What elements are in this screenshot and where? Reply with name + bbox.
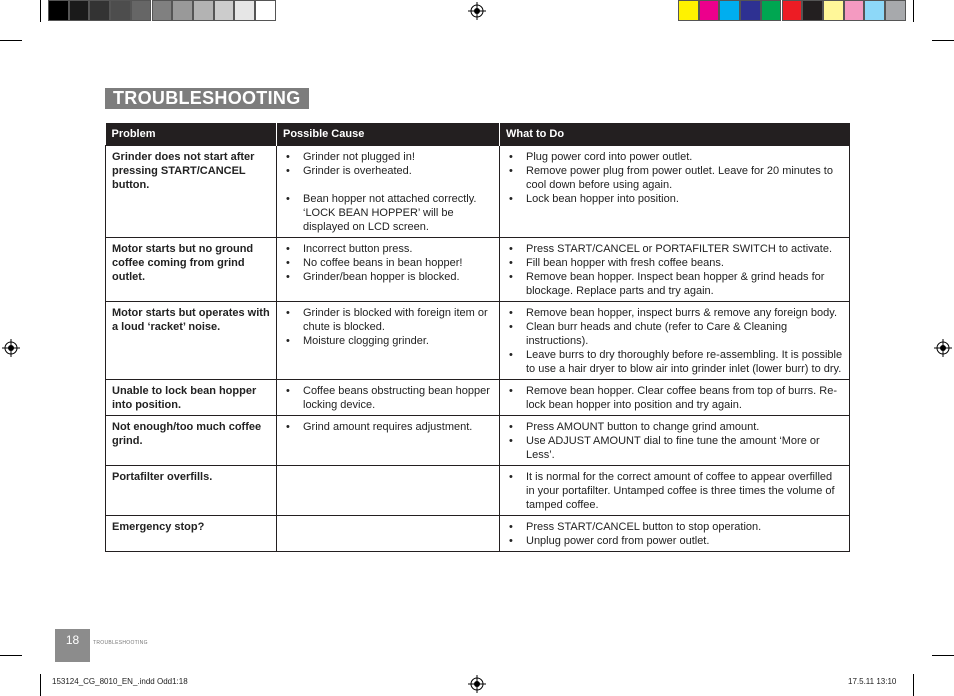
color-swatch [214, 0, 235, 21]
bullet-item: • Press START/CANCEL or PORTAFILTER SWITCH to activate. [506, 242, 843, 256]
bullet-item: • Remove bean hopper. Inspect bean hopper & grind heads for blockage. Replace parts and try again. [506, 270, 843, 298]
bullet-list [283, 242, 493, 284]
bullet-item: • Grinder is blocked with foreign item or chute is blocked. [283, 306, 493, 334]
color-swatch [193, 0, 214, 21]
problem-cell: Unable to lock bean hopper into position. [106, 380, 277, 416]
color-swatch [89, 0, 110, 21]
registration-mark-icon [468, 675, 486, 693]
bullet-item: • Coffee beans obstructing bean hopper locking device. [283, 384, 493, 412]
bullet-list [506, 520, 843, 548]
color-swatch [844, 0, 865, 21]
bullet-list [283, 384, 493, 412]
date-slug: 17.5.11 13:10 [848, 677, 897, 686]
color-swatch [234, 0, 255, 21]
problem-cell: Not enough/too much coffee grind. [106, 416, 277, 466]
table-row [106, 238, 850, 302]
bullet-item: • Remove power plug from power outlet. Leave for 20 minutes to cool down before using again. [506, 164, 843, 192]
bullet-list [506, 420, 843, 462]
table-row [106, 146, 850, 238]
bullet-item: • It is normal for the correct amount of coffee to appear overfilled in your portafilter. Untamped coffee is three times the volume of tamped coffee. [506, 470, 843, 512]
cause-cell [277, 416, 500, 466]
table-row [106, 416, 850, 466]
crop-mark [913, 674, 914, 696]
bullet-item: • No coffee beans in bean hopper! [283, 256, 493, 270]
color-swatch [48, 0, 69, 21]
crop-mark [932, 655, 954, 656]
color-swatch [761, 0, 782, 21]
color-swatch [172, 0, 193, 21]
column-header-possible-cause: Possible Cause [277, 123, 500, 146]
registration-mark-icon [468, 2, 486, 20]
registration-mark-icon [934, 339, 952, 357]
bullet-item: • Plug power cord into power outlet. [506, 150, 843, 164]
bullet-item: • Grind amount requires adjustment. [283, 420, 493, 434]
color-swatch [255, 0, 276, 21]
bullet-list [506, 384, 843, 412]
bullet-list [283, 150, 493, 234]
bullet-item: • Grinder not plugged in! [283, 150, 493, 164]
bullet-item: • Press START/CANCEL button to stop operation. [506, 520, 843, 534]
problem-cell: Motor starts but no ground coffee coming from grind outlet. [106, 238, 277, 302]
color-swatch [152, 0, 173, 21]
problem-cell: Grinder does not start after pressing START/CANCEL button. [106, 146, 277, 238]
running-title: TROUBLESHOOTING [93, 640, 148, 646]
problem-cell: Portafilter overfills. [106, 466, 277, 516]
file-slug: 153124_CG_8010_EN_.indd Odd1:18 [52, 677, 188, 686]
bullet-item: • Clean burr heads and chute (refer to Care & Cleaning instructions). [506, 320, 843, 348]
color-swatch [69, 0, 90, 21]
color-swatch [699, 0, 720, 21]
crop-mark [913, 0, 914, 22]
color-swatch [782, 0, 803, 21]
bullet-item: • Bean hopper not attached correctly. ‘LOCK BEAN HOPPER’ will be displayed on LCD screen. [283, 192, 493, 234]
bullet-item: • Incorrect button press. [283, 242, 493, 256]
column-header-problem: Problem [106, 123, 277, 146]
cause-cell [277, 146, 500, 238]
bullet-item: • Remove bean hopper, inspect burrs & remove any foreign body. [506, 306, 843, 320]
crop-mark [932, 40, 954, 41]
bullet-list [283, 420, 493, 434]
color-swatch [110, 0, 131, 21]
color-swatch [823, 0, 844, 21]
cause-cell [277, 302, 500, 380]
color-swatch [719, 0, 740, 21]
crop-mark [0, 655, 22, 656]
bullet-item: • Grinder is overheated. [283, 164, 493, 178]
table-row [106, 466, 850, 516]
bullet-item: • Remove bean hopper. Clear coffee beans from top of burrs. Re-lock bean hopper into position and try again. [506, 384, 843, 412]
color-swatch [885, 0, 906, 21]
problem-cell: Emergency stop? [106, 516, 277, 552]
bullet-item: • Press AMOUNT button to change grind amount. [506, 420, 843, 434]
action-cell [500, 146, 850, 238]
bullet-item: • Fill bean hopper with fresh coffee beans. [506, 256, 843, 270]
troubleshooting-table [105, 123, 850, 552]
column-header-what-to-do: What to Do [500, 123, 850, 146]
action-cell [500, 466, 850, 516]
registration-mark-icon [2, 339, 20, 357]
action-cell [500, 238, 850, 302]
cause-cell [277, 380, 500, 416]
bullet-item: • Use ADJUST AMOUNT dial to fine tune the amount ‘More or Less’. [506, 434, 843, 462]
bullet-item: • Moisture clogging grinder. [283, 334, 493, 348]
page-number: 18 [55, 629, 90, 662]
table-row [106, 380, 850, 416]
cause-cell [277, 516, 500, 552]
section-heading: TROUBLESHOOTING [105, 88, 309, 109]
color-swatch [131, 0, 152, 21]
bullet-list [506, 306, 843, 376]
bullet-list [506, 150, 843, 206]
bullet-item: • Leave burrs to dry thoroughly before re-assembling. It is possible to use a hair dryer to blow air into grinder inlet (lower burr) to dry. [506, 348, 843, 376]
bullet-item: • Grinder/bean hopper is blocked. [283, 270, 493, 284]
problem-cell: Motor starts but operates with a loud ‘racket’ noise. [106, 302, 277, 380]
table-header-row [106, 123, 850, 146]
bullet-list [506, 470, 843, 512]
action-cell [500, 302, 850, 380]
action-cell [500, 516, 850, 552]
crop-mark [40, 674, 41, 696]
color-swatch [864, 0, 885, 21]
cause-cell [277, 466, 500, 516]
color-swatch [678, 0, 699, 21]
color-swatch [740, 0, 761, 21]
crop-mark [40, 0, 41, 22]
crop-mark [0, 40, 22, 41]
table-row [106, 516, 850, 552]
bullet-item: • Unplug power cord from power outlet. [506, 534, 843, 548]
table-row [106, 302, 850, 380]
bullet-item: • Lock bean hopper into position. [506, 192, 843, 206]
action-cell [500, 416, 850, 466]
cause-cell [277, 238, 500, 302]
bullet-list [506, 242, 843, 298]
color-swatch [802, 0, 823, 21]
bullet-list [283, 306, 493, 348]
action-cell [500, 380, 850, 416]
